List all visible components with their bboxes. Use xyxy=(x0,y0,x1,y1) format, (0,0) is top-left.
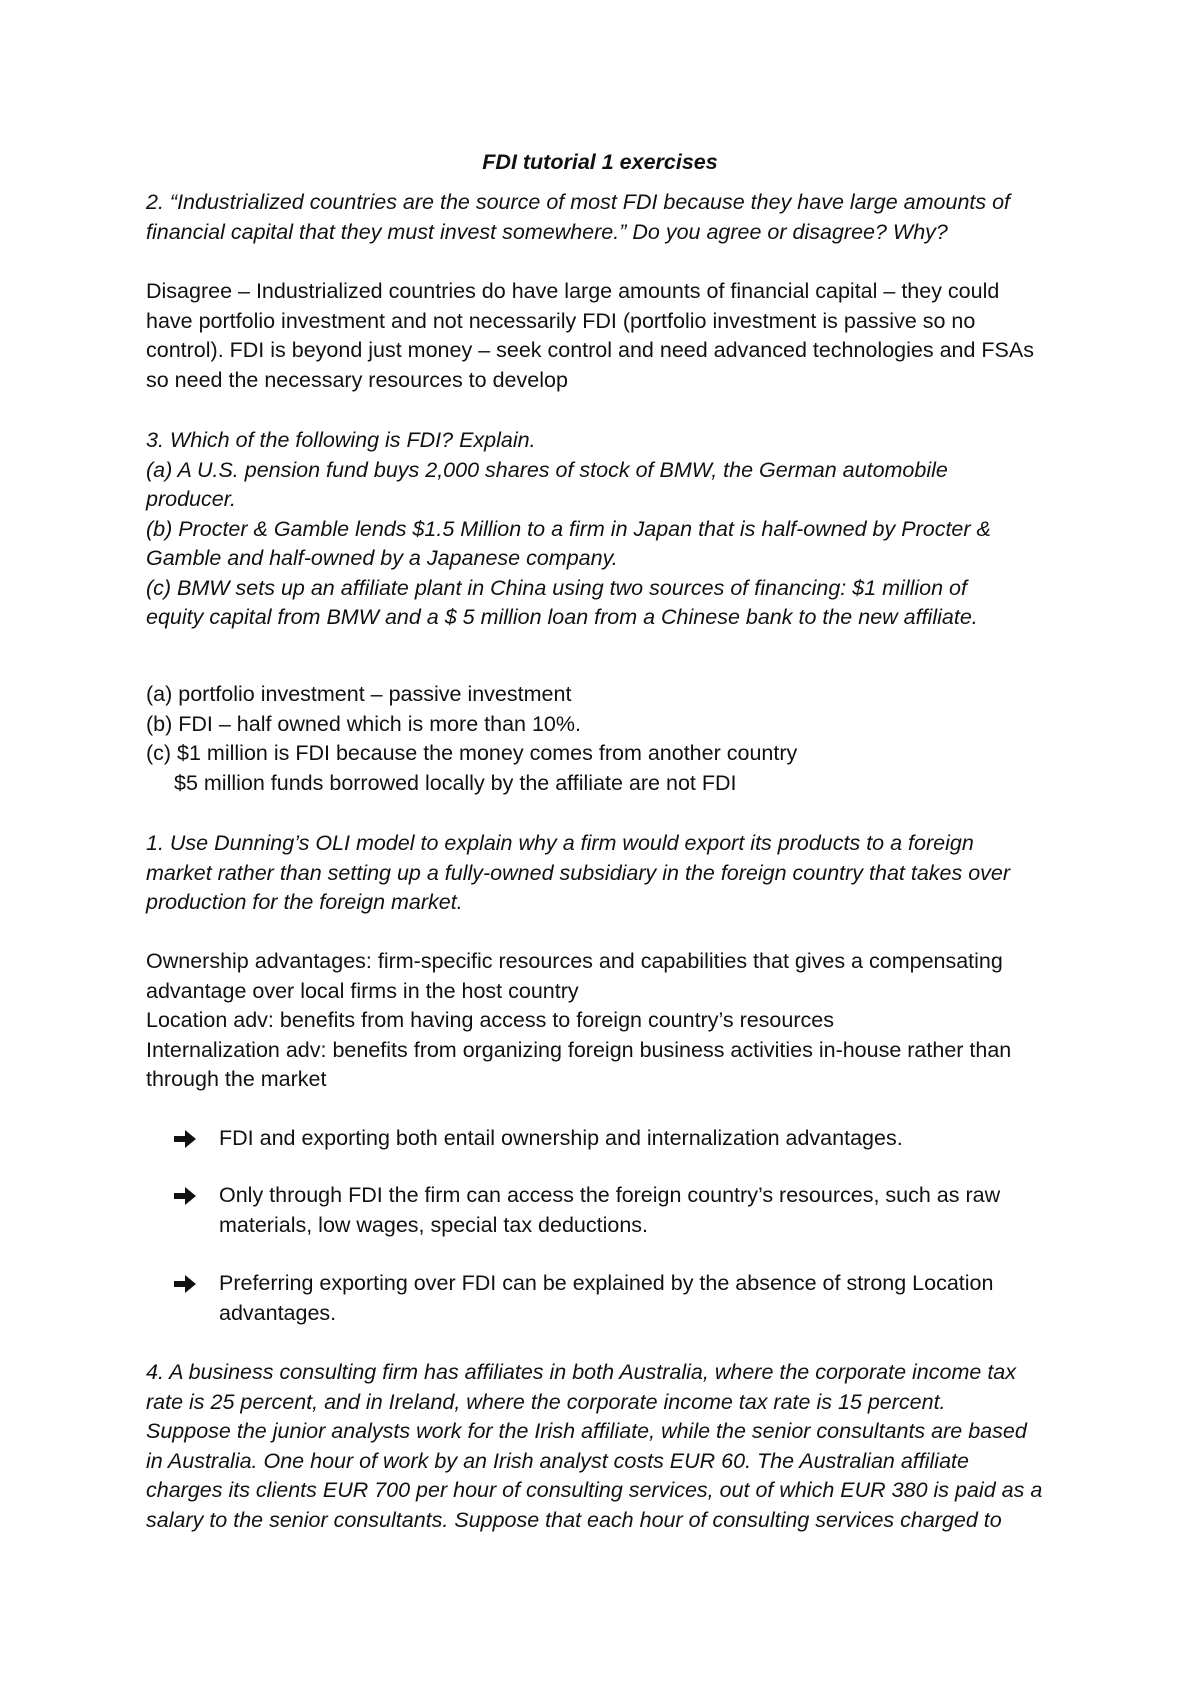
answer-1-line: Internalization adv: benefits from organizing foreign business activities in-house rather than xyxy=(146,1037,1012,1062)
question-3-line: 3. Which of the following is FDI? Explain. xyxy=(146,428,536,452)
answer-2 xyxy=(146,277,1076,395)
answer-3-line: $5 million funds borrowed locally by the affiliate are not FDI xyxy=(174,770,737,795)
bullet-line: Preferring exporting over FDI can be explained by the absence of strong Location xyxy=(219,1271,994,1295)
right-arrow-icon xyxy=(172,1126,198,1152)
question-4-line: in Australia. One hour of work by an Irish analyst costs EUR 60. The Australian affiliate xyxy=(146,1448,969,1473)
question-3-line: (c) BMW sets up an affiliate plant in China using two sources of financing: $1 million of xyxy=(146,575,967,600)
answer-1-line: Location adv: benefits from having access to foreign country’s resources xyxy=(146,1008,834,1032)
answer-1-line: through the market xyxy=(146,1067,327,1091)
answer-2-line: have portfolio investment and not necessarily FDI (portfolio investment is passive so no xyxy=(146,308,976,333)
question-4-line: charges its clients EUR 700 per hour of consulting services, out of which EUR 380 is paid as a xyxy=(146,1478,1043,1502)
question-4-line: 4. A business consulting firm has affiliates in both Australia, where the corporate income tax xyxy=(146,1360,1016,1384)
question-1-line: 1. Use Dunning’s OLI model to explain why a firm would export its products to a foreign xyxy=(146,831,974,855)
answer-2-line: control). FDI is beyond just money – seek control and need advanced technologies and FSAs xyxy=(146,338,1034,362)
question-1 xyxy=(146,829,1076,918)
question-4-line: rate is 25 percent, and in Ireland, where the corporate income tax rate is 15 percent. xyxy=(146,1389,946,1414)
question-3-line: producer. xyxy=(146,487,237,511)
question-4 xyxy=(146,1358,1076,1535)
question-4-line: salary to the senior consultants. Suppose that each hour of consulting services charged to xyxy=(146,1507,1002,1532)
answer-3-line: (c) $1 million is FDI because the money comes from another country xyxy=(146,741,798,765)
answer-2-line: so need the necessary resources to develop xyxy=(146,367,568,392)
answer-1 xyxy=(146,947,1076,1095)
question-3-line: Gamble and half-owned by a Japanese company. xyxy=(146,546,618,570)
bullet-line: materials, low wages, special tax deductions. xyxy=(219,1212,649,1237)
question-2-line: financial capital that they must invest somewhere.” Do you agree or disagree? Why? xyxy=(146,219,948,244)
question-3-line: (b) Procter & Gamble lends $1.5 Million to a firm in Japan that is half-owned by Procter & xyxy=(146,516,991,541)
answer-3-line: (a) portfolio investment – passive investment xyxy=(146,682,572,706)
question-1-line: production for the foreign market. xyxy=(146,890,463,914)
answer-3-line: (b) FDI – half owned which is more than 10%. xyxy=(146,711,581,736)
right-arrow-icon xyxy=(172,1271,198,1297)
answer-1-line: advantage over local firms in the host country xyxy=(146,978,579,1003)
question-3-line: (a) A U.S. pension fund buys 2,000 shares of stock of BMW, the German automobile xyxy=(146,457,948,482)
bullet-line: advantages. xyxy=(219,1300,337,1325)
question-3-line: equity capital from BMW and a $ 5 million loan from a Chinese bank to the new affiliate. xyxy=(146,605,978,629)
answer-1-line: Ownership advantages: firm-specific resources and capabilities that gives a compensating xyxy=(146,949,1003,973)
question-3 xyxy=(146,426,1076,633)
question-4-line: Suppose the junior analysts work for the Irish affiliate, while the senior consultants are based xyxy=(146,1419,1027,1443)
answer-2-line: Disagree – Industrialized countries do have large amounts of financial capital – they could xyxy=(146,279,1000,303)
question-2 xyxy=(146,188,1076,247)
question-1-line: market rather than setting up a fully-owned subsidiary in the foreign country that takes over xyxy=(146,860,1011,885)
page-title: FDI tutorial 1 exercises xyxy=(482,150,718,174)
bullet-line: Only through FDI the firm can access the foreign country’s resources, such as raw xyxy=(219,1183,1001,1207)
question-2-line: 2. “Industrialized countries are the source of most FDI because they have large amounts of xyxy=(146,190,1011,214)
right-arrow-icon xyxy=(172,1183,198,1209)
answer-3 xyxy=(146,680,1076,798)
bullet-line: FDI and exporting both entail ownership and internalization advantages. xyxy=(219,1126,903,1150)
